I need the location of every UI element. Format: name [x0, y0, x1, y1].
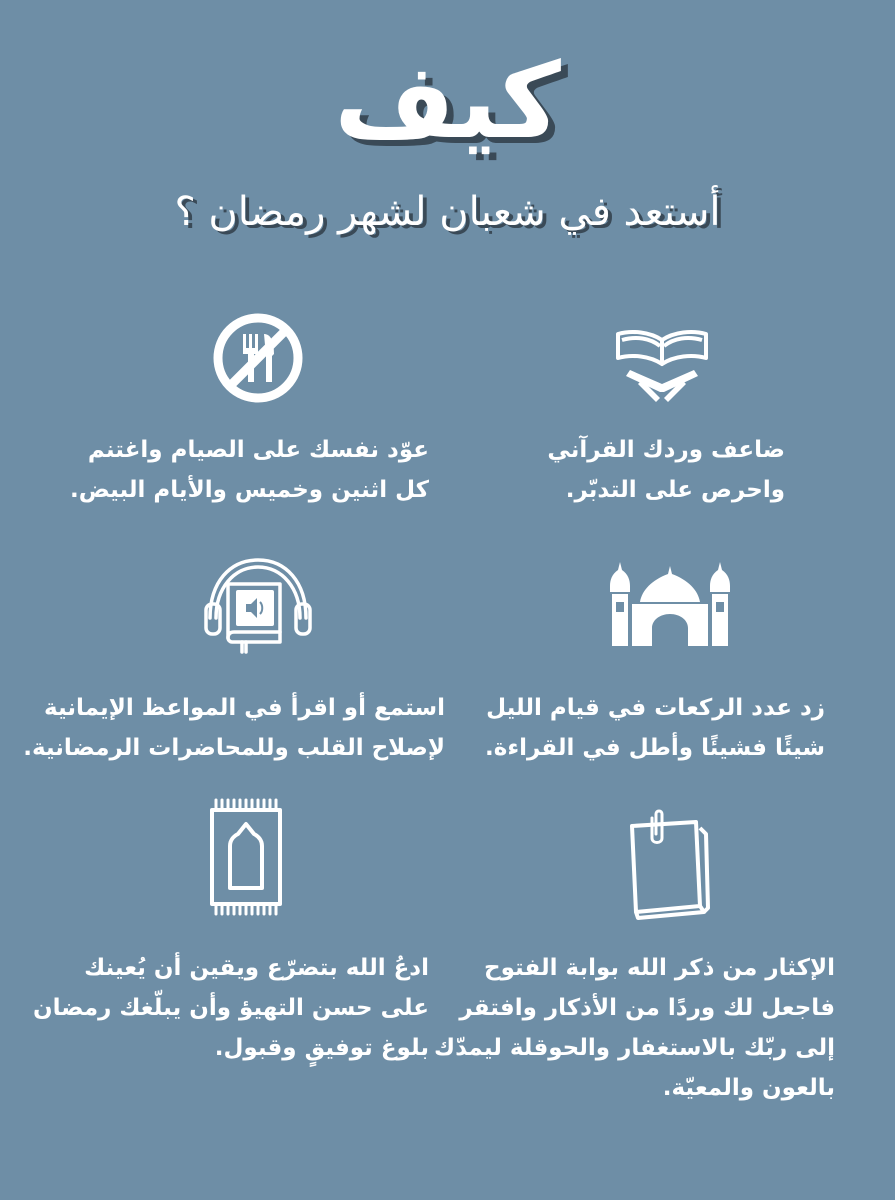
- no-eating-icon: [210, 310, 306, 406]
- tip-supplication-text: ادعُ الله بتضرّع ويقين أن يُعينك على حسن التهيؤ وأن يبلّغك رمضان بلوغ توفيقٍ وقبول.: [32, 955, 429, 1061]
- tip-night-prayer-text: زد عدد الركعات في قيام الليل شيئًا فشيئًا وأطل في القراءة.: [485, 695, 825, 761]
- tip-quran-text: ضاعف وردك القرآني واحرص على التدبّر.: [547, 437, 785, 503]
- notes-icon: [622, 808, 714, 924]
- tip-sermons-text: استمع أو اقرأ في المواعظ الإيمانية لإصلاح القلب وللمحاضرات الرمضانية.: [23, 695, 445, 761]
- tip-fasting-text: عوّد نفسك على الصيام واغتنم كل اثنين وخميس والأيام البيض.: [70, 437, 429, 503]
- tip-dhikr-text: الإكثار من ذكر الله بوابة الفتوح فاجعل لك وردًا من الأذكار وافتقر إلى ربّك بالاستغفار والحوقلة ليمدّك بالعون والمعيّة.: [434, 955, 835, 1101]
- mosque-icon: [608, 562, 732, 646]
- quran-icon: [612, 318, 712, 404]
- headphones-book-icon: [200, 556, 316, 656]
- page-title: كيف: [334, 40, 561, 162]
- prayer-rug-icon: [206, 796, 286, 918]
- page-subtitle: أستعد في شعبان لشهر رمضان ؟: [174, 189, 721, 235]
